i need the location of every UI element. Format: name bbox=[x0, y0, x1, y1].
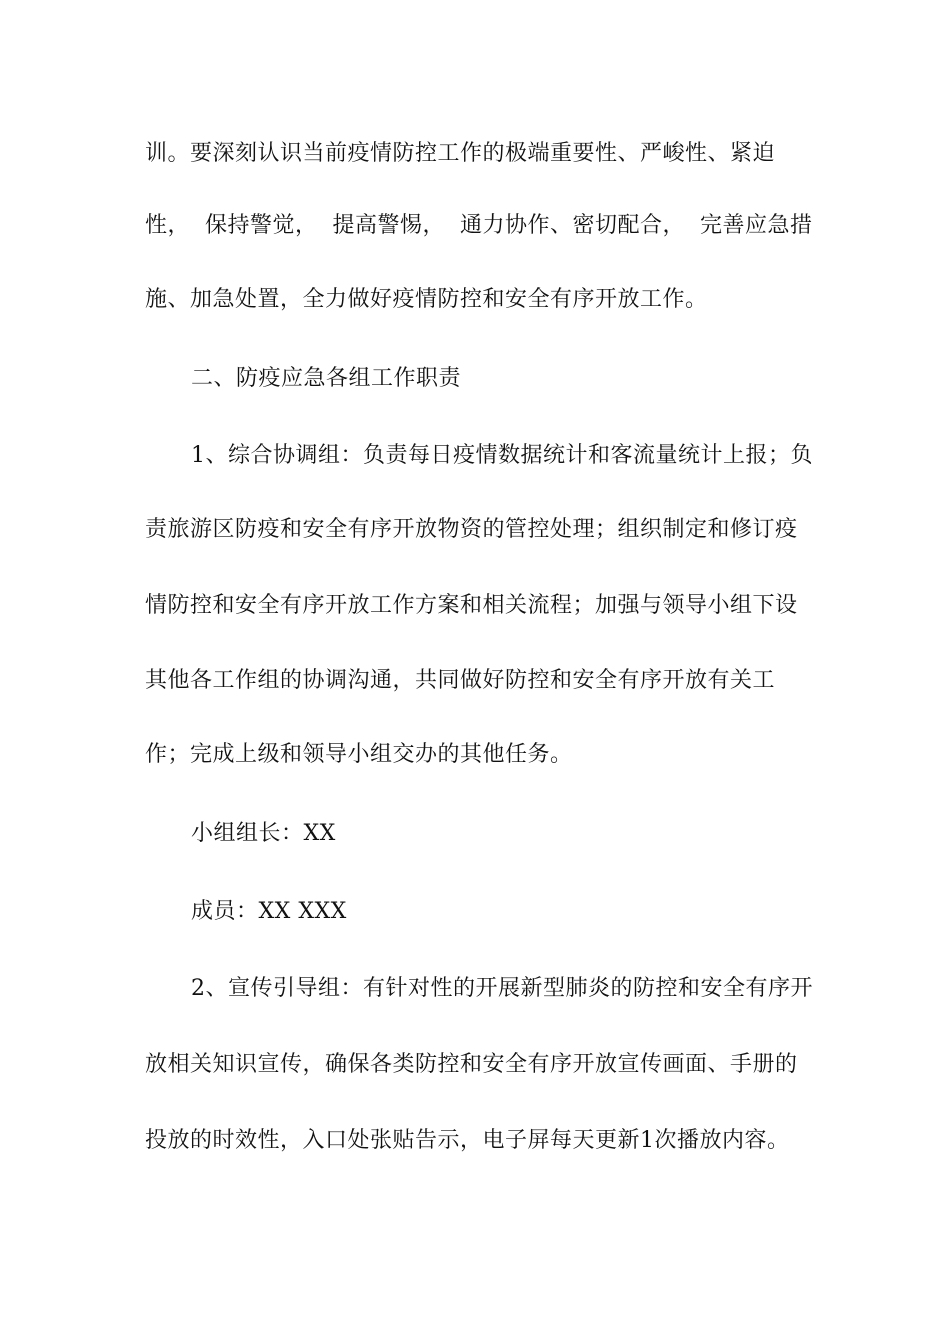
group-leader-line: 小组组长：XX bbox=[191, 821, 336, 846]
paragraph-line: 作；完成上级和领导小组交办的其他任务。 bbox=[145, 742, 573, 767]
paragraph-line: 责旅游区防疫和安全有序开放物资的管控处理；组织制定和修订疫 bbox=[145, 517, 798, 542]
paragraph-line: 1、综合协调组：负责每日疫情数据统计和客流量统计上报；负 bbox=[191, 443, 813, 468]
paragraph-line: 放相关知识宣传，确保各类防控和安全有序开放宣传画面、手册的 bbox=[145, 1052, 798, 1077]
paragraph-line: 性， 保持警觉， 提高警惕， 通力协作、密切配合， 完善应急措 bbox=[145, 213, 813, 238]
paragraph-line: 2、宣传引导组：有针对性的开展新型肺炎的防控和安全有序开 bbox=[191, 976, 813, 1001]
paragraph-line: 其他各工作组的协调沟通，共同做好防控和安全有序开放有关工 bbox=[145, 668, 776, 693]
paragraph-line: 训。要深刻认识当前疫情防控工作的极端重要性、严峻性、紧迫 bbox=[145, 141, 776, 166]
paragraph-line: 情防控和安全有序开放工作方案和相关流程；加强与领导小组下设 bbox=[145, 593, 798, 618]
group-members-line: 成员：XX XXX bbox=[191, 899, 347, 924]
paragraph-line: 施、加急处置，全力做好疫情防控和安全有序开放工作。 bbox=[145, 287, 708, 312]
paragraph-line: 投放的时效性，入口处张贴告示，电子屏每天更新1次播放内容。 bbox=[145, 1128, 790, 1153]
section-heading: 二、防疫应急各组工作职责 bbox=[191, 366, 462, 391]
